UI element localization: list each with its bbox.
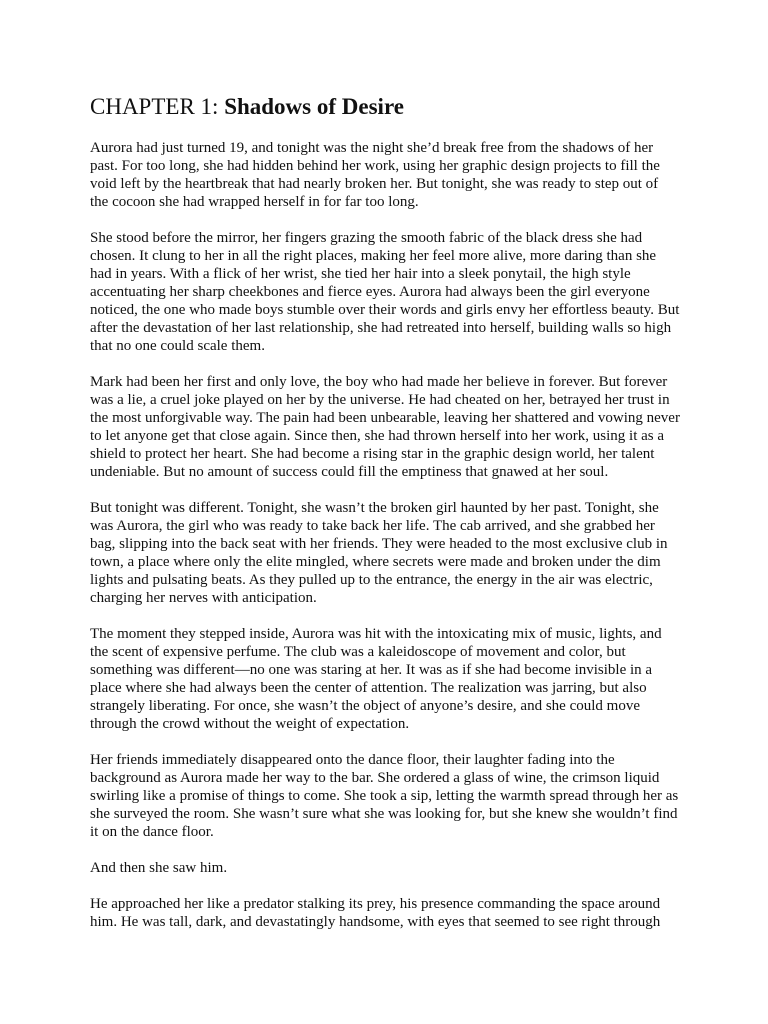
chapter-title: Shadows of Desire — [224, 94, 404, 119]
paragraph: Her friends immediately disappeared onto the dance floor, their laughter fading into the background as Aurora made her way to the bar. She ordered a glass of wine, the crimson liquid swirling like a promise of things to come. She took a sip, letting the warmth spread through her as she surveyed the room. She wasn’t sure what she was looking for, but she knew she wouldn’t find it on the dance floor. — [90, 752, 679, 840]
chapter-label: CHAPTER 1: — [90, 94, 225, 119]
paragraph: And then she saw him. — [90, 860, 228, 876]
paragraph: The moment they stepped inside, Aurora was hit with the intoxicating mix of music, lights, and the scent of expensive perfume. The club was a kaleidoscope of movement and color, but something was different—no one was staring at her. It was as if she had become invisible in a place where she had always been the center of attention. The realization was jarring, but also strangely liberating. For once, she wasn’t the object of anyone’s desire, and she could move through the crowd without the weight of expectation. — [90, 626, 662, 732]
chapter-heading — [90, 92, 680, 122]
paragraph: She stood before the mirror, her fingers grazing the smooth fabric of the black dress she had chosen. It clung to her in all the right places, making her feel more alive, more daring than she had in years. With a flick of her wrist, she tied her hair into a sleek ponytail, the high style accentuating her sharp cheekbones and fierce eyes. Aurora had always been the girl everyone noticed, the one who made boys stumble over their words and girls envy her effortless beauty. But after the devastation of her last relationship, she had retreated into herself, building walls so high that no one could scale them. — [90, 230, 680, 354]
paragraph: Mark had been her first and only love, the boy who had made her believe in forever. But forever was a lie, a cruel joke played on her by the universe. He had cheated on her, betrayed her trust in the most unforgivable way. The pain had been unbearable, leaving her shattered and vowing never to let anyone get that close again. Since then, she had thrown herself into her work, using it as a shield to protect her heart. She had become a rising star in the graphic design world, her talent undeniable. But no amount of success could fill the emptiness that gnawed at her soul. — [90, 374, 680, 480]
paragraph: He approached her like a predator stalking its prey, his presence commanding the space around him. He was tall, dark, and devastatingly handsome, with eyes that seemed to see right through — [90, 896, 661, 930]
paragraph: Aurora had just turned 19, and tonight was the night she’d break free from the shadows of her past. For too long, she had hidden behind her work, using her graphic design projects to fill the void left by the heartbreak that had nearly broken her. But tonight, she was ready to step out of the cocoon she had wrapped herself in for far too long. — [90, 140, 660, 210]
paragraph: But tonight was different. Tonight, she wasn’t the broken girl haunted by her past. Tonight, she was Aurora, the girl who was ready to take back her life. The cab arrived, and she grabbed her bag, slipping into the back seat with her friends. They were headed to the most exclusive club in town, a place where only the elite mingled, where secrets were made and broken under the dim lights and pulsating beats. As they pulled up to the entrance, the energy in the air was electric, charging her nerves with anticipation. — [90, 500, 668, 606]
document-body — [90, 92, 680, 949]
